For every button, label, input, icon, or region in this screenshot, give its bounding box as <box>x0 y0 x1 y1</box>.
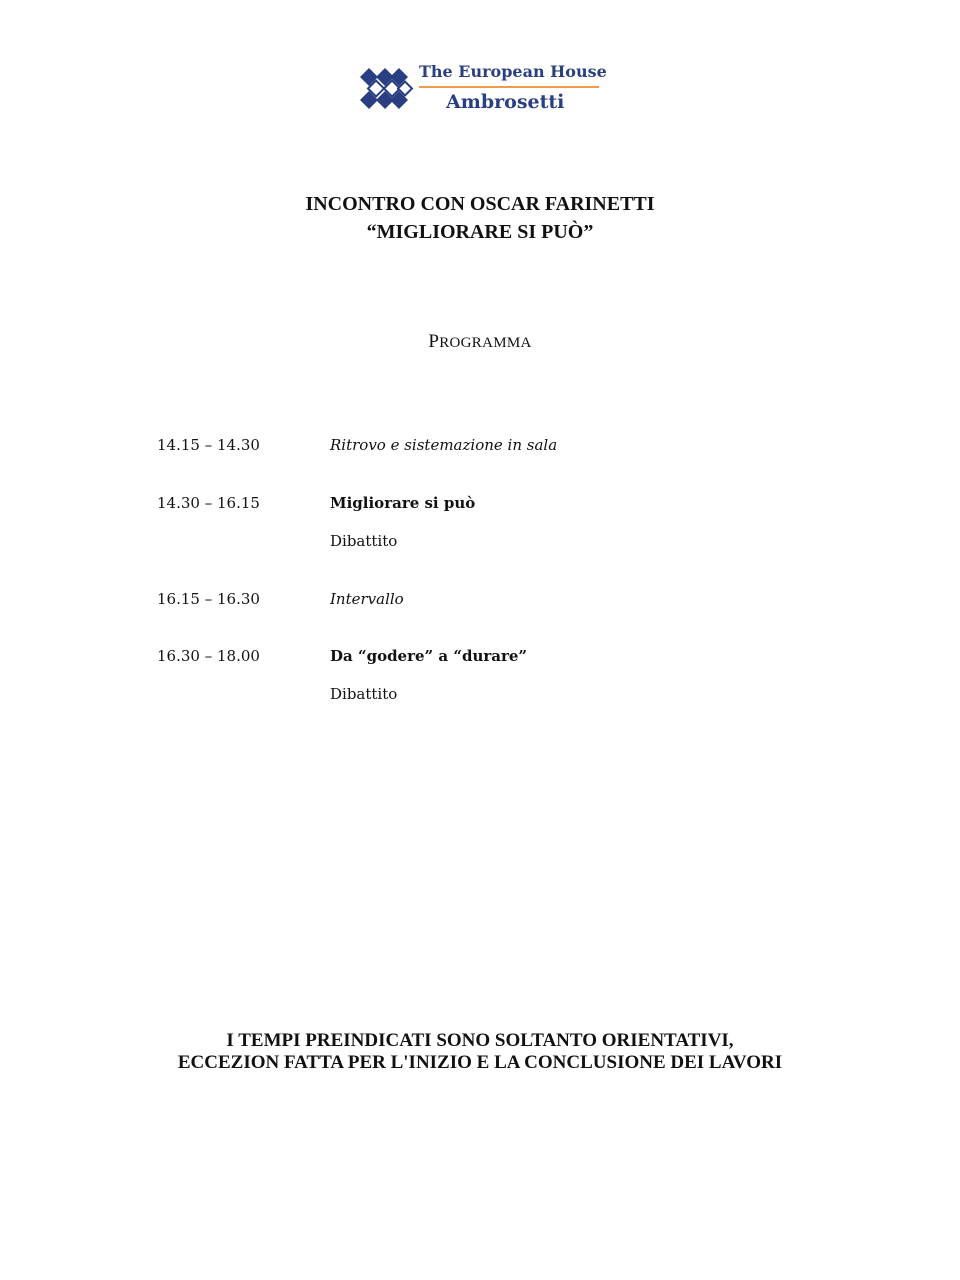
section-heading-rest: ROGRAMMA <box>439 335 532 351</box>
section-heading-initial: P <box>428 331 440 352</box>
agenda-time-2: 14.30 – 16.15 <box>157 494 260 512</box>
timing-note-line1: I TEMPI PREINDICATI SONO SOLTANTO ORIENTATIVI, <box>226 1030 734 1051</box>
logo-mark-icon <box>360 66 414 112</box>
agenda-title-2: Migliorare si può <box>330 494 476 512</box>
logo-text-top: The European House <box>419 62 607 81</box>
event-title <box>0 190 960 246</box>
logo-divider <box>419 86 599 88</box>
agenda-title-4: Da “godere” a “durare” <box>330 647 528 665</box>
agenda-time-4: 16.30 – 18.00 <box>157 647 260 665</box>
agenda-title-3: Intervallo <box>330 590 404 608</box>
agenda-title-1: Ritrovo e sistemazione in sala <box>330 436 558 454</box>
event-title-line2: “MIGLIORARE SI PUÒ” <box>366 221 594 243</box>
logo-text-bottom: Ambrosetti <box>446 91 565 113</box>
timing-note <box>0 1030 960 1074</box>
agenda-subtitle-2: Dibattito <box>330 532 398 550</box>
timing-note-line2: ECCEZION FATTA PER L'INIZIO E LA CONCLUSIONE DEI LAVORI <box>177 1052 783 1073</box>
section-heading <box>0 331 960 353</box>
agenda-subtitle-4: Dibattito <box>330 685 398 703</box>
company-logo <box>360 62 610 118</box>
event-title-line1: INCONTRO CON OSCAR FARINETTI <box>305 193 655 215</box>
agenda-time-3: 16.15 – 16.30 <box>157 590 260 608</box>
agenda-time-1: 14.15 – 14.30 <box>157 436 260 454</box>
